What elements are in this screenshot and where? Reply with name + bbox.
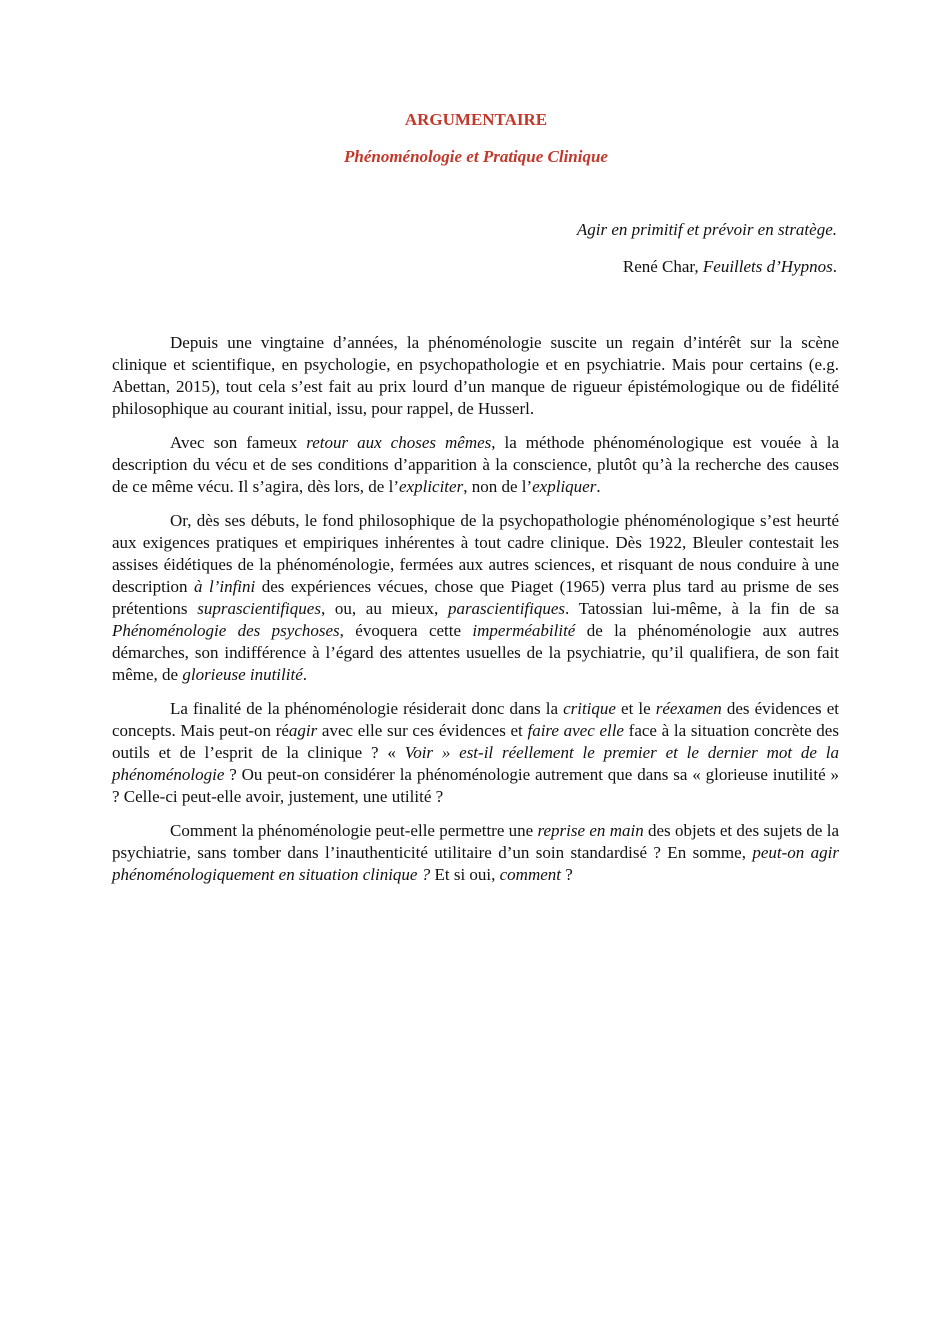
epigraph-attribution <box>577 256 837 278</box>
document-title: ARGUMENTAIRE <box>404 110 548 129</box>
epigraph-quote <box>577 219 837 241</box>
paragraph-2: Avec son fameux retour aux choses mêmes, la méthode phénoménologique est vouée à la description du vécu et de ses conditions d’apparition à la conscience, plutôt qu’à la recherche des causes de ce même vécu. Il s’agira, dès lors, de l’expliciter, non de l’expliquer. <box>112 433 839 496</box>
paragraph-5: Comment la phénoménologie peut-elle permettre une reprise en main des objets et des sujets de la psychiatrie, sans tomber dans l’inauthenticité utilitaire d’un soin standardisé ? En somme, peut-on agir phénoménologiquement en situation clinique ? Et si oui, comment ? <box>112 821 839 884</box>
epigraph-end: . <box>832 257 837 276</box>
epigraph-work: Feuillets d’Hypnos <box>702 257 833 276</box>
paragraph-1: Depuis une vingtaine d’années, la phénoménologie suscite un regain d’intérêt sur la scène clinique et scientifique, en psychologie, en psychopathologie et en psychiatrie. Mais pour certains (e.g. Abettan, 2015), tout cela s’est fait au prix lourd d’un manque de rigueur épistémologique ou de fidélité philosophique au courant initial, issu, pour rappel, de Husserl. <box>112 333 839 418</box>
epigraph-author: René Char, <box>622 257 703 276</box>
document-subtitle: Phénoménologie et Pratique Clinique <box>344 147 608 166</box>
paragraph-3: Or, dès ses débuts, le fond philosophique de la psychopathologie phénoménologique s’est heurté aux exigences pratiques et empiriques inhérentes à tout cadre clinique. Dès 1922, Bleuler contestait les assises éidétiques de la phénoménologie, fermées aux autres sciences, et risquant de nous conduire à une description à l’infini des expériences vécues, chose que Piaget (1965) verra plus tard au prisme de ses prétentions suprascientifiques, ou, au mieux, parascientifiques. Tatossian lui-même, à la fin de sa Phénoménologie des psychoses, évoquera cette imperméabilité de la phénoménologie aux autres démarches, son indifférence à l’égard des attentes usuelles de la psychiatrie, qu’il qualifiera, de son fait même, de glorieuse inutilité. <box>112 511 839 684</box>
epigraph-quote-text: Agir en primitif et prévoir en stratège. <box>576 220 837 239</box>
paragraph-4: La finalité de la phénoménologie résiderait donc dans la critique et le réexamen des évidences et concepts. Mais peut-on réagir avec elle sur ces évidences et faire avec elle face à la situation concrète des outils et de l’esprit de la clinique ? « Voir » est-il réellement le premier et le dernier mot de la phénoménologie ? Ou peut-on considérer la phénoménologie autrement que dans sa « glorieuse inutilité » ? Celle-ci peut-elle avoir, justement, une utilité ? <box>112 699 840 806</box>
body-text <box>112 332 839 898</box>
epigraph <box>577 219 837 293</box>
